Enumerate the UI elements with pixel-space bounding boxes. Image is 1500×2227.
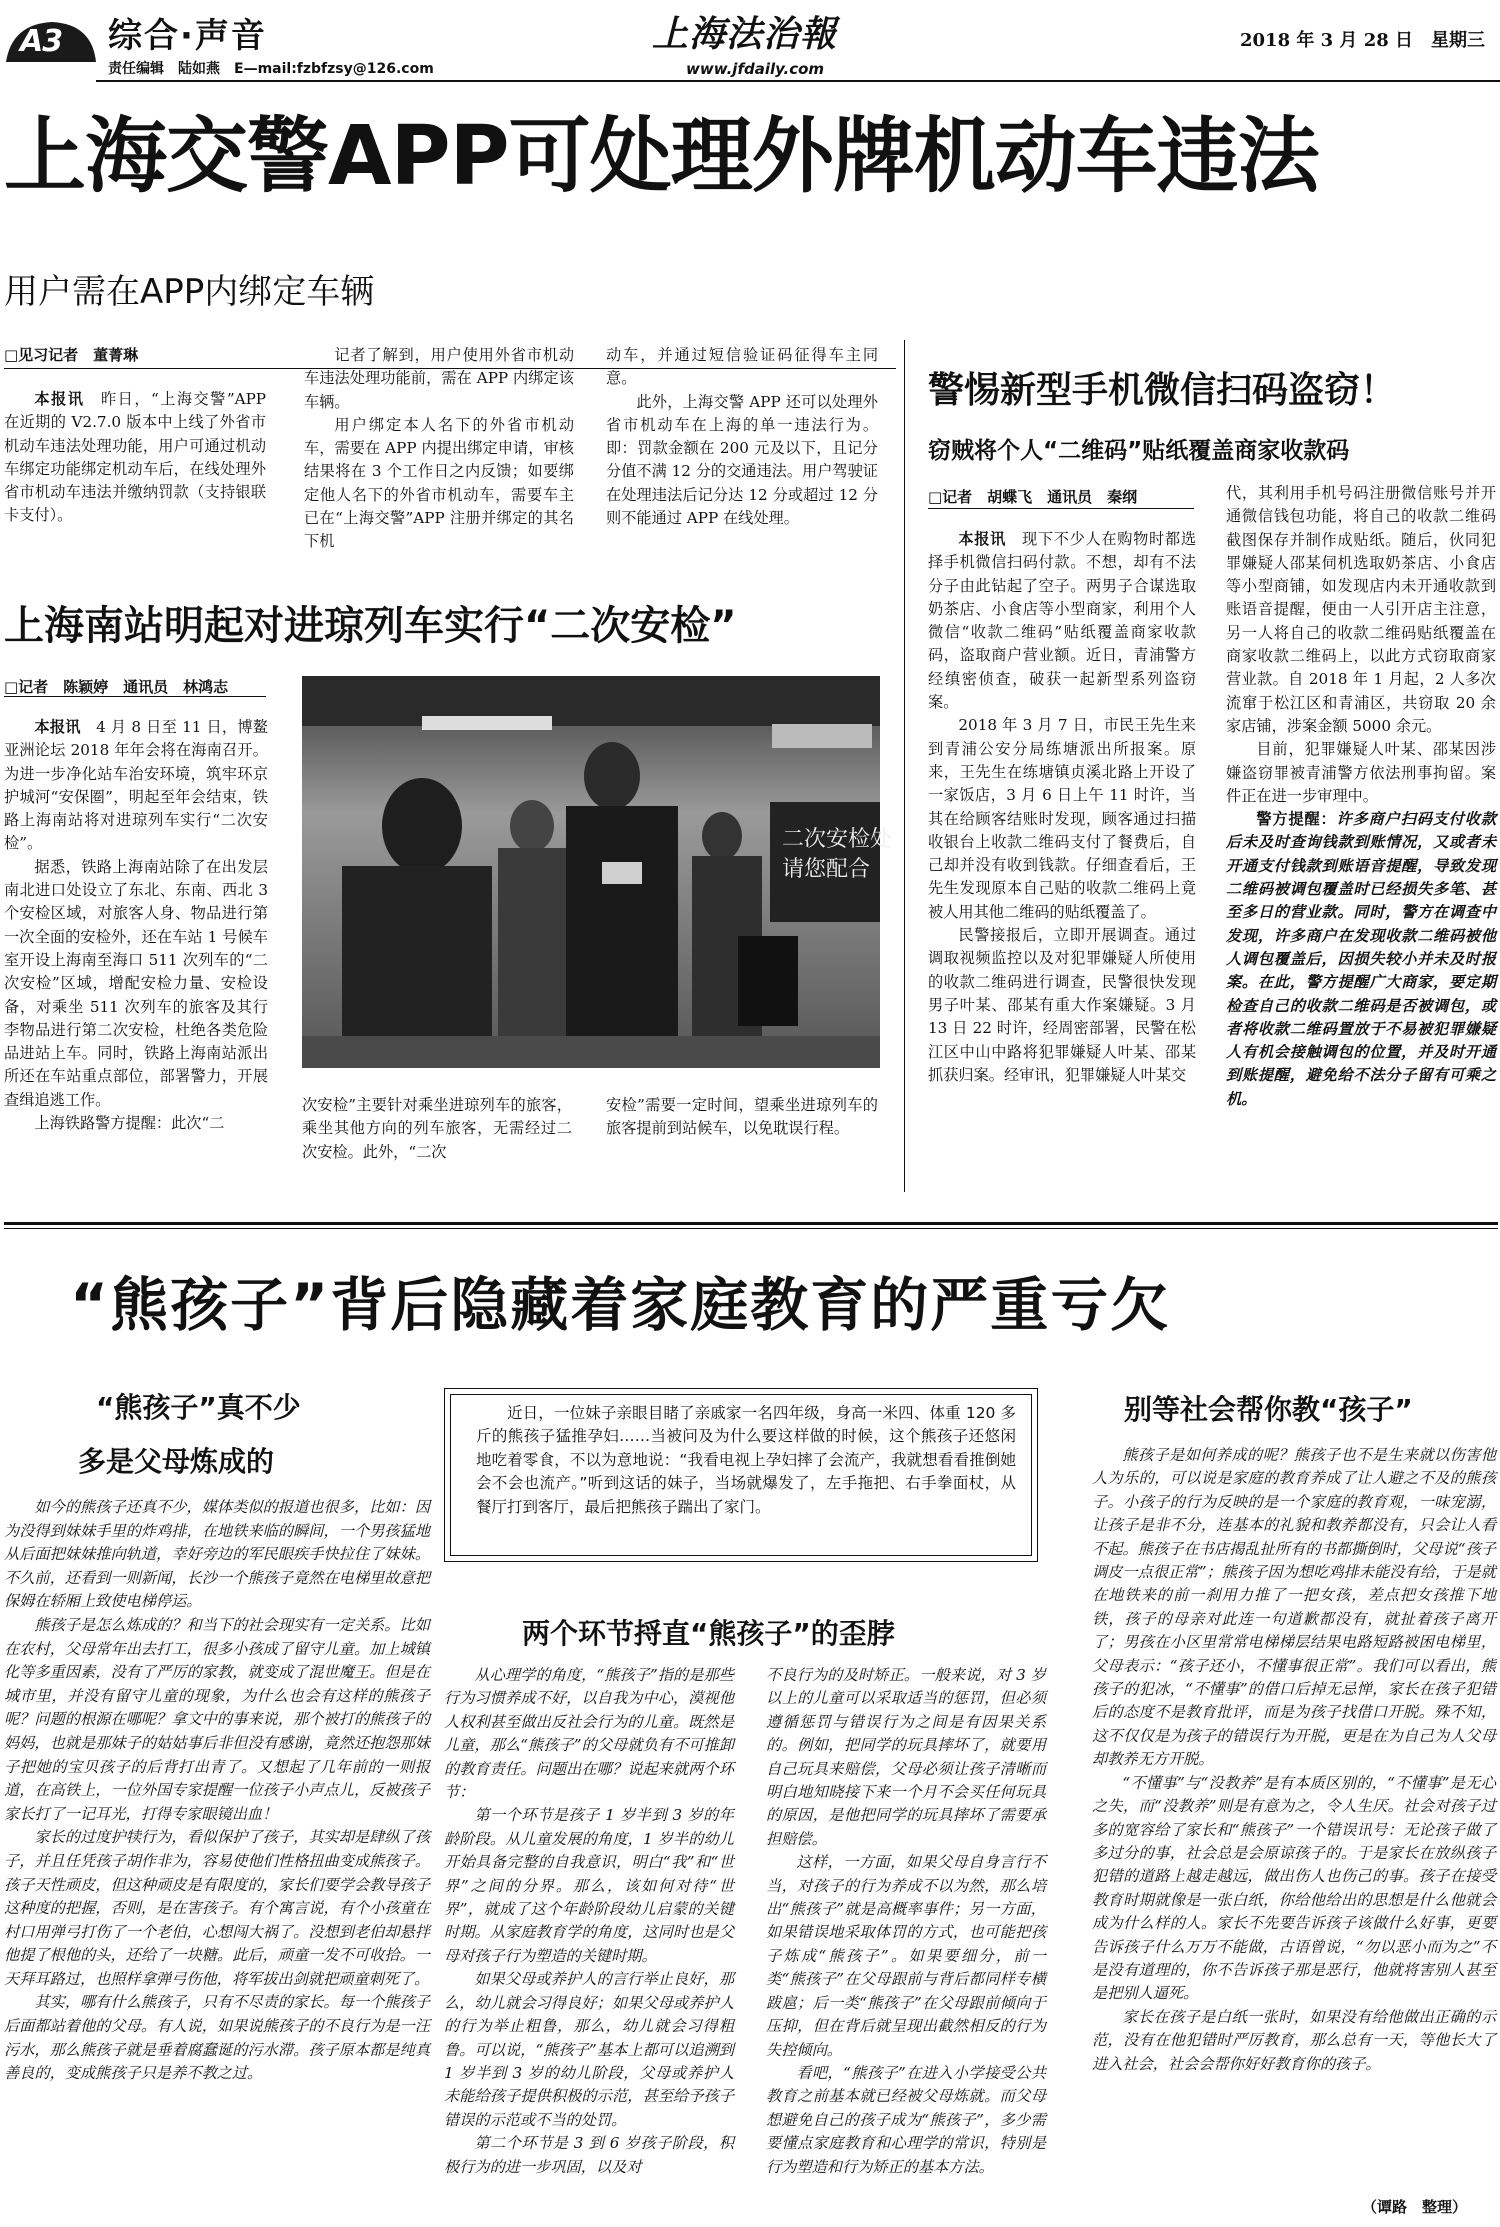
station-col1-para: 上海铁路警方提醒：此次“二	[34, 1114, 225, 1133]
station-photo	[302, 676, 893, 1068]
feature-headline: “熊孩子”背后隐藏着家庭教育的严重亏欠	[70, 1271, 1171, 1339]
station-col1-para: 本报讯 4 月 8 日至 11 日，博鳌亚洲论坛 2018 年年会将在海南召开。为进一步净化站车治安环境，筑牢环京护城河“安保圈”，明起至年会结束，铁路上海南站将对进琼列车实行“二次安检”。	[4, 718, 268, 853]
lead-col2-para: 用户绑定本人名下的外省市机动车，需要在 APP 内提出绑定申请，审核结果将在 3 个工作日之内反馈；如要绑定他人名下的外省市机动车，需要车主已在“上海交警”APP 注册并绑定的其名下机	[304, 415, 574, 551]
photo-sign-line-1: 二次安检处	[782, 827, 893, 852]
site-url: www.jfdaily.com	[686, 60, 825, 78]
page-number: A3	[20, 24, 63, 59]
scam-subhead: 窃贼将个人“二维码”贴纸覆盖商家收款码	[928, 438, 1350, 464]
photo-sign-line-2: 请您配合	[782, 857, 871, 882]
column-divider	[904, 340, 905, 1192]
feature-left-para: 家长的过度护犊行为，看似保护了孩子，其实却是肆纵了孩子，并且任凭孩子胡作非为，容易使他们性格扭曲变成熊孩子。孩子天性顽皮，但这种顽皮是有限度的，家长们要学会教导孩子这种度的把握，否则，是在害孩子。有个寓言说，有个小孩童在村口用弹弓打伤了一个老伯，心想闯大祸了。没想到老伯却悬拌他提了根他的头，还给了一块糖。此后，顽童一发不可收拾。一天拜耳路过，也照样拿弹弓伤他，将军拔出剑就把顽童刺死了。	[4, 1828, 430, 1988]
scam-col-1	[928, 528, 1196, 1188]
feature-credit: （谭路 整理）	[1362, 2198, 1468, 2216]
lead-col1-para: 本报讯 昨日，“上海交警”APP 在近期的 V2.7.0 版本中上线了外省市机动车违法处理功能，用户可通过机动车绑定功能绑定机动车后，在线处理外省市机动车违法并缴纳罚款（支持银联卡支付）。	[4, 390, 267, 525]
newspaper-logo: 上海法治報	[652, 13, 838, 55]
scam-col2-para: 目前，犯罪嫌疑人叶某、邵某因涉嫌盗窃罪被青浦警方依法刑事拘留。案件正在进一步审理中。	[1226, 740, 1496, 805]
dateline: 本报讯	[958, 530, 1007, 548]
masthead	[0, 0, 1500, 80]
feature-left-para: 其实，哪有什么熊孩子，只有不尽责的家长。每一个熊孩子后面都站着他的父母。有人说，如果说熊孩子的不良行为是一汪污水，那么熊孩子就是垂着腐蠢诞的污水滞。孩子原本都是纯真善良的，变成熊孩子只是养不教之过。	[4, 1993, 430, 2083]
station-col3-para: 安检”需要一定时间，望乘坐进琼列车的旅客提前到站候车，以免耽误行程。	[606, 1096, 878, 1138]
lead-col-1	[4, 388, 266, 558]
lead-subhead: 用户需在APP内绑定车辆	[4, 272, 375, 312]
scam-headline: 警惕新型手机微信扫码盗窃！	[928, 370, 1397, 411]
lead-headline: 上海交警APP可处理外牌机动车违法	[4, 109, 1319, 204]
mid-title: 两个环节捋直“熊孩子”的歪脖	[522, 1617, 895, 1650]
scam-col2-para: 代，其利用手机号码注册微信账号并开通微信钱包功能，将自己的收款二维码截图保存并制作成贴纸。随后，伙同犯罪嫌疑人邵某伺机选取奶茶店、小食店等小型商铺，如发现店内未开通收款到账语音提醒，便由一人引开店主注意，另一人将自己的收款二维码贴纸覆盖在商家收款二维码上，以此方式窃取商家营业款。自 2018 年 1 月起，2 人多次流窜于松江区和青浦区，共窃取 20 余家店铺，涉案金额 5000 余元。	[1226, 484, 1496, 735]
dateline: 本报讯	[34, 390, 85, 408]
left-title-1: “熊孩子”真不少	[96, 1391, 301, 1424]
feature-left-para: 熊孩子是怎么炼成的？和当下的社会现实有一定关系。比如在农村，父母常年出去打工，很多小孩成了留守儿童。加上城镇化等多重因素，没有了严厉的家教，就变成了混世魔王。但是在城市里，并没有留守儿童的现象，为什么也会有这样的熊孩子呢？问题的根源在哪呢？拿文中的事来说，那个被打的熊孩子的妈妈，也就是那妹子的姑姑事后非但没有感谢，竟然还抱怨那妹子把她的宝贝孩子的后背打出青了。又想起了几年前的一则报道，在高铁上，一位外国专家提醒一位孩子小声点儿，反被孩子家长打了一记耳光，打得专家眼镜出血！	[4, 1615, 430, 1823]
station-col-2	[302, 1094, 572, 1186]
scam-col1-para: 本报讯 现下不少人在购物时都选择手机微信扫码付款。不想，却有不法分子由此钻起了空子。两男子合谋选取奶茶店、小食店等小型商家，利用个人微信“收款二维码”贴纸覆盖商家收款码，盗取商户营业额。近日，青浦警方经缜密侦查，破获一起新型系列盗窃案。	[928, 530, 1197, 712]
intro-text	[476, 1402, 1016, 1552]
lead-col3-para: 此外，上海交警 APP 还可以处理外省市机动车在上海的单一违法行为。即：罚款金额在 200 元及以下，且记分分值不满 12 分的交通违法。用户驾驶证在处理违法后记分达 12 分或超过 12 分则不能通过 APP 在线处理。	[606, 392, 878, 528]
scam-tip	[1226, 808, 1496, 1111]
station-col1-para: 据悉，铁路上海南站除了在出发层南北进口处设立了东北、东南、西北 3 个安检区域，对旅客人身、物品进行第一次全面的安检外，还在车站 1 号候车室开设上海南至海口 511 次列车的“二次安检”区域，增配安检力量、安检设备，对乘坐 511 次列车的旅客及其行李物品进行第二次安检，杜绝各类危险品进站上车。同时，铁路上海南站派出所还在车站重点部位，部署警力，开展查缉追逃工作。	[4, 857, 268, 1109]
section-rule-bottom	[4, 1228, 1498, 1229]
feature-right-para: 家长在孩子是白纸一张时，如果没有给他做出正确的示范，没有在他犯错时严厉教育，那么总有一天，等他长大了进入社会，社会会帮你好好教育你的孩子。	[1092, 2007, 1496, 2073]
feature-mid1-para: 如果父母或养护人的言行举止良好，那么，幼儿就会习得良好；如果父母或养护人的行为举止粗鲁，那么，幼儿就会习得粗鲁。可以说，“熊孩子”基本上都可以追溯到 1 岁半到 3 岁的幼儿阶段，父母或养护人未能给孩子提供积极的示范，甚至给予孩子错误的示范或不当的处罚。	[444, 1970, 734, 2129]
feature-mid-col-2	[766, 1664, 1046, 2210]
lead-col-3	[606, 344, 878, 560]
feature-mid2-para: 不良行为的及时矫正。一般来说，对 3 岁以上的儿童可以采取适当的惩罚，但必须遵循惩罚与错误行为之间是有因果关系的。例如，把同学的玩具摔坏了，就要用自己玩具来赔偿，父母必须让孩子清晰而明白地知晓接下来一个月不会买任何玩具的原因，是他把同学的玩具摔坏了需要承担赔偿。	[766, 1666, 1046, 1848]
feature-mid1-para: 第二个环节是 3 到 6 岁孩子阶段，积极行为的进一步巩固，以及对	[444, 2134, 734, 2176]
station-byline: □记者 陈颖婷 通讯员 林鸿志	[4, 678, 229, 696]
police-checkpoint-image	[302, 676, 893, 1068]
intro-paragraph: 近日，一位妹子亲眼目睹了亲戚家一名四年级，身高一米四、体重 120 多斤的熊孩子猛推孕妇……当被问及为什么要这样做的时候，这个熊孩子还悠闲地吃着零食，不以为意地说：“我看电视上孕妇摔了会流产，我就想看看推倒她会不会也流产。”听到这话的妹子，当场就爆发了，左手拖把、右手拳面杖，从餐厅打到客厅，最后把熊孩子踹出了家门。	[476, 1404, 1016, 1516]
station-col2-para: 次安检”主要针对乘坐进琼列车的旅客，乘坐其他方向的列车旅客，无需经过二次安检。此外，“二次	[302, 1096, 572, 1161]
right-title: 别等社会帮你教“孩子”	[1124, 1393, 1413, 1426]
feature-left-para: 如今的熊孩子还真不少，媒体类似的报道也很多，比如：因为没得到妹妹手里的炸鸡排，在地铁来临的瞬间，一个男孩猛地从后面把妹妹推向轨道，幸好旁边的军民眼疾手快拉住了妹妹。不久前，还看到一则新闻，长沙一个熊孩子竟然在电梯里故意把保姆在轿厢上致使电梯停运。	[4, 1498, 430, 1611]
left-title-2: 多是父母炼成的	[78, 1445, 275, 1478]
scam-col1-para: 民警接报后，立即开展调查。通过调取视频监控以及对犯罪嫌疑人所使用的收款二维码进行调查，民警很快发现男子叶某、邵某有重大作案嫌疑。3 月 13 日 22 时许，经周密部署，民警在松江区中山中路将犯罪嫌疑人叶某、邵某抓获归案。经审讯，犯罪嫌疑人叶某交	[928, 926, 1196, 1084]
scam-byline-rule	[928, 508, 1194, 509]
feature-mid1-para: 从心理学的角度，“熊孩子”指的是那些行为习惯养成不好，以自我为中心，漠视他人权利甚至做出反社会行为的儿童。既然是儿童，那么“熊孩子”的父母就负有不可推卸的教育责任。问题出在哪？说起来就两个环节：	[444, 1666, 734, 1802]
page-number-tab	[2, 18, 98, 64]
editor-line: 责任编辑 陆如燕 E—mail:fzbfzsy@126.com	[108, 61, 434, 77]
feature-left-col	[4, 1496, 430, 2206]
lead-byline: □见习记者 董菁琳	[4, 346, 139, 364]
scam-tip-text: 许多商户扫码支付收款后未及时查询钱款到账情况，又或者未开通支付钱款到账语音提醒，导致发现二维码被调包覆盖时已经损失多笔、甚至多日的营业款。同时，警方在调查中发现，许多商户在发现收款二维码被他人调包覆盖后，因损失较小并未及时报案。在此，警方提醒广大商家，要定期检查自己的收款二维码是否被调包，或者将收款二维码置放于不易被犯罪嫌疑人有机会接触调包的位置，并及时开通到账提醒，避免给不法分子留有可乘之机。	[1226, 810, 1497, 1108]
issue-date: 2018 年 3 月 28 日 星期三	[1240, 30, 1486, 51]
masthead-rule	[96, 80, 1500, 82]
feature-right-para: 熊孩子是如何养成的呢？熊孩子也不是生来就以伤害他人为乐的，可以说是家庭的教育养成了让人避之不及的熊孩子。小孩子的行为反映的是一个家庭的教育观，一味宠溺，让孩子是非不分，连基本的礼貌和教养都没有，只会让人看不起。熊孩子在书店揭乱扯所有的书都撕倒时，父母说“孩子调皮一点很正常”；熊孩子因为想吃鸡排未能没有给，于是就在地铁来的前一刹用力推了一把女孩，差点把女孩推下地铁，孩子的母亲对此连一句道歉都没有，就扯着孩子离开了；男孩在小区里常常电梯梯层结果电路短路被困电梯里，父母表示：“孩子还小，不懂事很正常”。我们可以看出，熊孩子的犯冰，“不懂事”的借口后掉无忌惮，家长在孩子犯错后的态度不是教育批评，而是为孩子找借口开脱。殊不知，这不仅仅是为孩子的错误行为开脱，更是在为自己为人父母却教养无方开脱。	[1092, 1446, 1496, 1769]
station-col-1	[4, 716, 268, 1186]
section-name: 综合·声音	[108, 16, 267, 56]
feature-mid2-para: 这样，一方面，如果父母自身言行不当，对孩子的行为养成不以为然，那么培出“熊孩子”就是高概率事件；另一方面，如果错误地采取体罚的方式，也可能把孩子炼成“熊孩子”。如果要细分，前一类“熊孩子”在父母跟前与背后都同样专横跋扈；后一类“熊孩子”在父母跟前倾向于压抑，但在背后就呈现出截然相反的行为失控倾向。	[766, 1853, 1046, 2059]
lead-col2-para: 记者了解到，用户使用外省市机动车违法处理功能前，需在 APP 内绑定该车辆。	[304, 346, 574, 411]
lead-col-2	[304, 344, 574, 560]
scam-tip-label: 警方提醒：	[1256, 810, 1337, 829]
feature-mid-col-1	[444, 1664, 734, 2210]
feature-mid1-para: 第一个环节是孩子 1 岁半到 3 岁的年龄阶段。从儿童发展的角度，1 岁半的幼儿开始具备完整的自我意识，明白“我”和“世界”之间的分界。那么，该如何对待“世界”，就成了这个年龄阶段幼儿启蒙的关键时期。从家庭教育学的角度，这同时也是父母对孩子行为塑造的关键时期。	[444, 1806, 734, 1965]
scam-byline: □记者 胡蝶飞 通讯员 秦纲	[928, 488, 1138, 506]
lead-col3-para: 动车，并通过短信验证码征得车主同意。	[606, 346, 878, 388]
feature-right-para: “不懂事”与“没教养”是有本质区别的，“不懂事”是无心之失，而“没教养”则是有意为之，令人生厌。社会对孩子过多的宽容给了家长和“熊孩子”一个错误讯号：无论孩子做了多过分的事，社会总是会原谅孩子的。于是家长在放纵孩子犯错的道路上越走越远，做出伤人也伤己的事。孩子在接受教育时期就像是一张白纸，你给他给出的思想是什么他就会成为什么样的人。家长不先要告诉孩子该做什么好事，更要告诉孩子什么万万不能做，古语曾说，“勿以恶小而为之”不是没有道理的，你不告诉孩子那是恶行，他就将害别人甚至是把别人逼死。	[1092, 1773, 1496, 2003]
section-rule-top	[4, 1222, 1498, 1225]
station-headline: 上海南站明起对进琼列车实行“二次安检”	[4, 603, 737, 649]
station-col-3	[606, 1094, 878, 1186]
scam-col1-para: 2018 年 3 月 7 日，市民王先生来到青浦公安分局练塘派出所报案。原来，王先生在练塘镇贞溪北路上开设了一家饭店，3 月 6 日上午 11 时许，当其在给顾客结账时发现，顾客通过扫描收银台上收款二维码支付了餐费后，自己却并没有收到钱款。仔细查看后，王先生发现原本自己贴的收款二维码上竟被人用其他二维码的贴纸覆盖了。	[928, 716, 1196, 921]
station-byline-rule	[4, 696, 266, 697]
feature-mid2-para: 看吧，“熊孩子”在进入小学接受公共教育之前基本就已经被父母炼就。而父母想避免自己的孩子成为“熊孩子”，多少需要懂点家庭教育和心理学的常识，特别是行为塑造和行为矫正的基本方法。	[766, 2063, 1046, 2176]
scam-col-2	[1226, 482, 1496, 1188]
dateline: 本报讯	[34, 718, 81, 736]
feature-right-col	[1092, 1444, 1496, 2192]
